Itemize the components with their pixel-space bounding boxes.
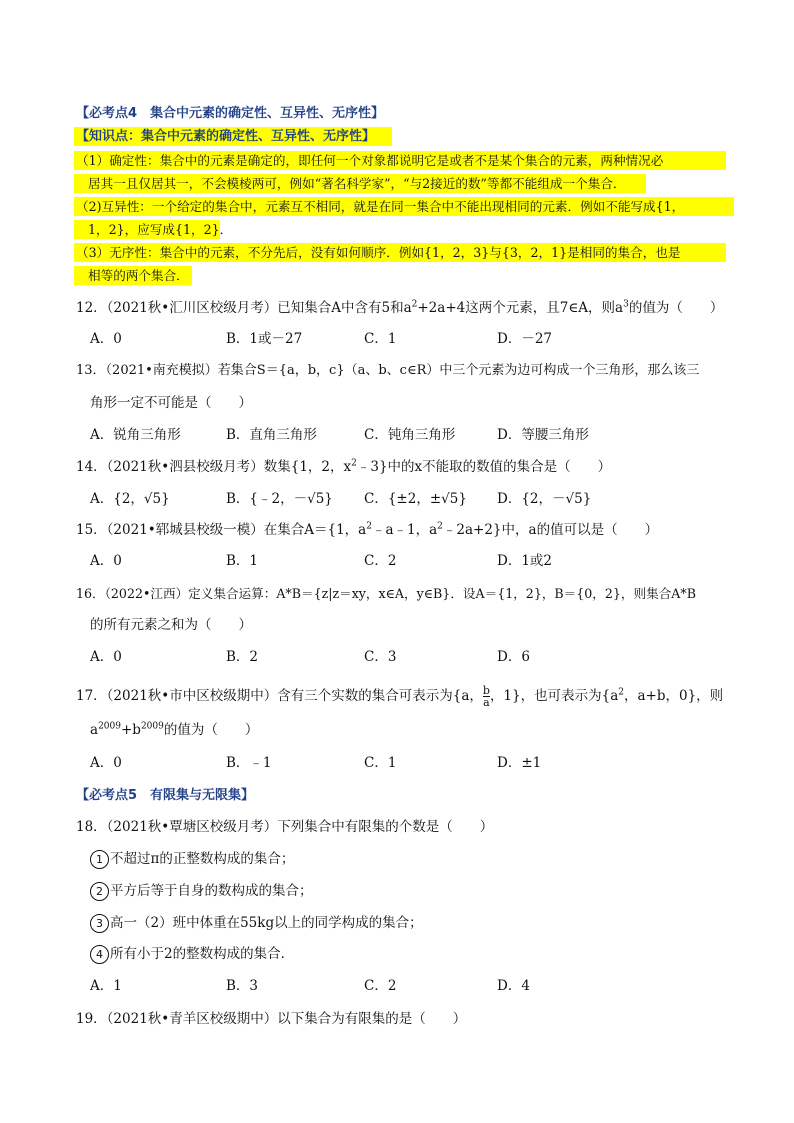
- question-17-option-b[interactable]: B．﹣1: [226, 755, 272, 771]
- circled-number-2-icon: 2: [90, 882, 109, 901]
- question-18-stem: 18．（2021秋•覃塘区校级月考）下列集合中有限集的个数是（ ）: [76, 819, 494, 835]
- question-16-stem-line-1: 16．（2022•江西）定义集合运算：A*B＝{z|z＝xy，x∈A，y∈B}．设A＝{1，2}，B＝{0，2}，则集合A*B: [76, 586, 696, 601]
- question-15-option-d[interactable]: D．1或2: [497, 553, 553, 569]
- question-14-option-b[interactable]: B．{﹣2，－√5}: [226, 491, 333, 507]
- question-15-stem: 15．（2021•郓城县校级一模）在集合A＝{1，$a^2﹣a﹣1$，$a^2﹣2a+2$}中，a的值可以是（ ）: [76, 521, 659, 538]
- question-14-stem: 14．（2021秋•泗县校级月考）数集{1，2，$x^2﹣3$}中的x不能取的数值的集合是（ ）: [76, 458, 612, 475]
- question-15-option-a[interactable]: A．0: [90, 553, 122, 569]
- question-17-option-d[interactable]: D．±1: [497, 755, 542, 771]
- question-18-option-b[interactable]: B．3: [226, 978, 259, 994]
- circled-number-1-icon: 1: [90, 850, 109, 869]
- question-15-option-c[interactable]: C．2: [364, 553, 397, 569]
- circled-number-3-icon: 3: [90, 914, 109, 933]
- question-13-stem-line-1: 13．（2021•南充模拟）若集合S＝{a，b，c}（a、b、c∈R）中三个元素为边可构成一个三角形，那么该三: [76, 363, 700, 378]
- question-18-item-2: 2 平方后等于自身的数构成的集合；: [90, 882, 313, 901]
- question-16-option-a[interactable]: A．0: [90, 649, 122, 665]
- knowledge-3-line-2: 相等的两个集合．: [88, 268, 189, 283]
- question-17-option-c[interactable]: C．1: [364, 755, 397, 771]
- question-13-option-d[interactable]: D．等腰三角形: [497, 427, 589, 443]
- section-5-header: 【必考点5 有限集与无限集】: [76, 788, 255, 803]
- question-14-option-c[interactable]: C．{±2，±√5}: [364, 491, 467, 507]
- question-16-stem-line-2: 的所有元素之和为（ ）: [90, 617, 252, 633]
- question-18-item-3: 3 高一（2）班中体重在55kg以上的同学构成的集合；: [90, 914, 423, 933]
- question-13-option-b[interactable]: B．直角三角形: [226, 427, 317, 443]
- knowledge-3-line-1: （3）无序性：集合中的元素，不分先后，没有如何顺序．例如{1，2，3}与{3，2，1}是相同的集合，也是: [76, 245, 681, 260]
- fraction-b-over-a: $\frac{b}{a}$: [482, 684, 490, 709]
- question-18-option-c[interactable]: C．2: [364, 978, 397, 994]
- question-12-option-a[interactable]: A．0: [90, 331, 122, 347]
- question-13-option-a[interactable]: A．锐角三角形: [90, 427, 181, 443]
- knowledge-1-line-2: 居其一且仅居其一，不会模棱两可，例如“著名科学家”，“与2接近的数”等都不能组成一个集合．: [88, 176, 626, 191]
- knowledge-1-line-1: （1）确定性：集合中的元素是确定的，即任何一个对象都说明它是或者不是某个集合的元素，两种情况必: [76, 153, 664, 168]
- question-18-item-4: 4 所有小于2的整数构成的集合．: [90, 945, 294, 964]
- circled-number-4-icon: 4: [90, 945, 109, 964]
- question-15-option-b[interactable]: B．1: [226, 553, 259, 569]
- knowledge-title: 【知识点：集合中元素的确定性、互异性、无序性】: [76, 129, 376, 144]
- question-18-option-a[interactable]: A．1: [90, 978, 122, 994]
- question-14-option-a[interactable]: A．{2，√5}: [90, 491, 170, 507]
- question-13-option-c[interactable]: C．钝角三角形: [364, 427, 456, 443]
- question-19-stem: 19．（2021秋•青羊区校级期中）以下集合为有限集的是（ ）: [76, 1011, 467, 1027]
- knowledge-2-line-1: （2)互异性：一个给定的集合中，元素互不相同，就是在同一集合中不能出现相同的元素．例如不能写成{1，: [76, 199, 685, 214]
- question-12-stem: 12．（2021秋•汇川区校级月考）已知集合A中含有5和$a^2+2a+4$这两个元素，且7∈A，则$a^3$的值为（ ）: [76, 299, 724, 316]
- question-13-stem-line-2: 角形一定不可能是（ ）: [90, 395, 252, 411]
- question-18-item-1: 1 不超过π的正整数构成的集合；: [90, 850, 294, 869]
- section-4-header: 【必考点4 集合中元素的确定性、互异性、无序性】: [76, 106, 385, 121]
- question-16-option-c[interactable]: C．3: [364, 649, 397, 665]
- question-12-option-d[interactable]: D．－27: [497, 331, 553, 347]
- question-16-option-d[interactable]: D．6: [497, 649, 530, 665]
- question-18-option-d[interactable]: D．4: [497, 978, 530, 994]
- question-12-option-b[interactable]: B．1或－27: [226, 331, 303, 347]
- question-17-stem-line-1: 17．（2021秋•市中区校级期中）含有三个实数的集合可表示为{a， $\frac{b}{a}$ ，1}，也可表示为{$a^2$，a+b，0}，则: [76, 684, 724, 709]
- question-17-stem-line-2: $a^{2009}+b^{2009}$的值为（ ）: [90, 721, 259, 738]
- knowledge-2-line-2: 1，2}，应写成{1，2}．: [88, 222, 233, 237]
- question-16-option-b[interactable]: B．2: [226, 649, 259, 665]
- question-17-option-a[interactable]: A．0: [90, 755, 122, 771]
- question-14-option-d[interactable]: D．{2，－√5}: [497, 491, 592, 507]
- question-12-option-c[interactable]: C．1: [364, 331, 397, 347]
